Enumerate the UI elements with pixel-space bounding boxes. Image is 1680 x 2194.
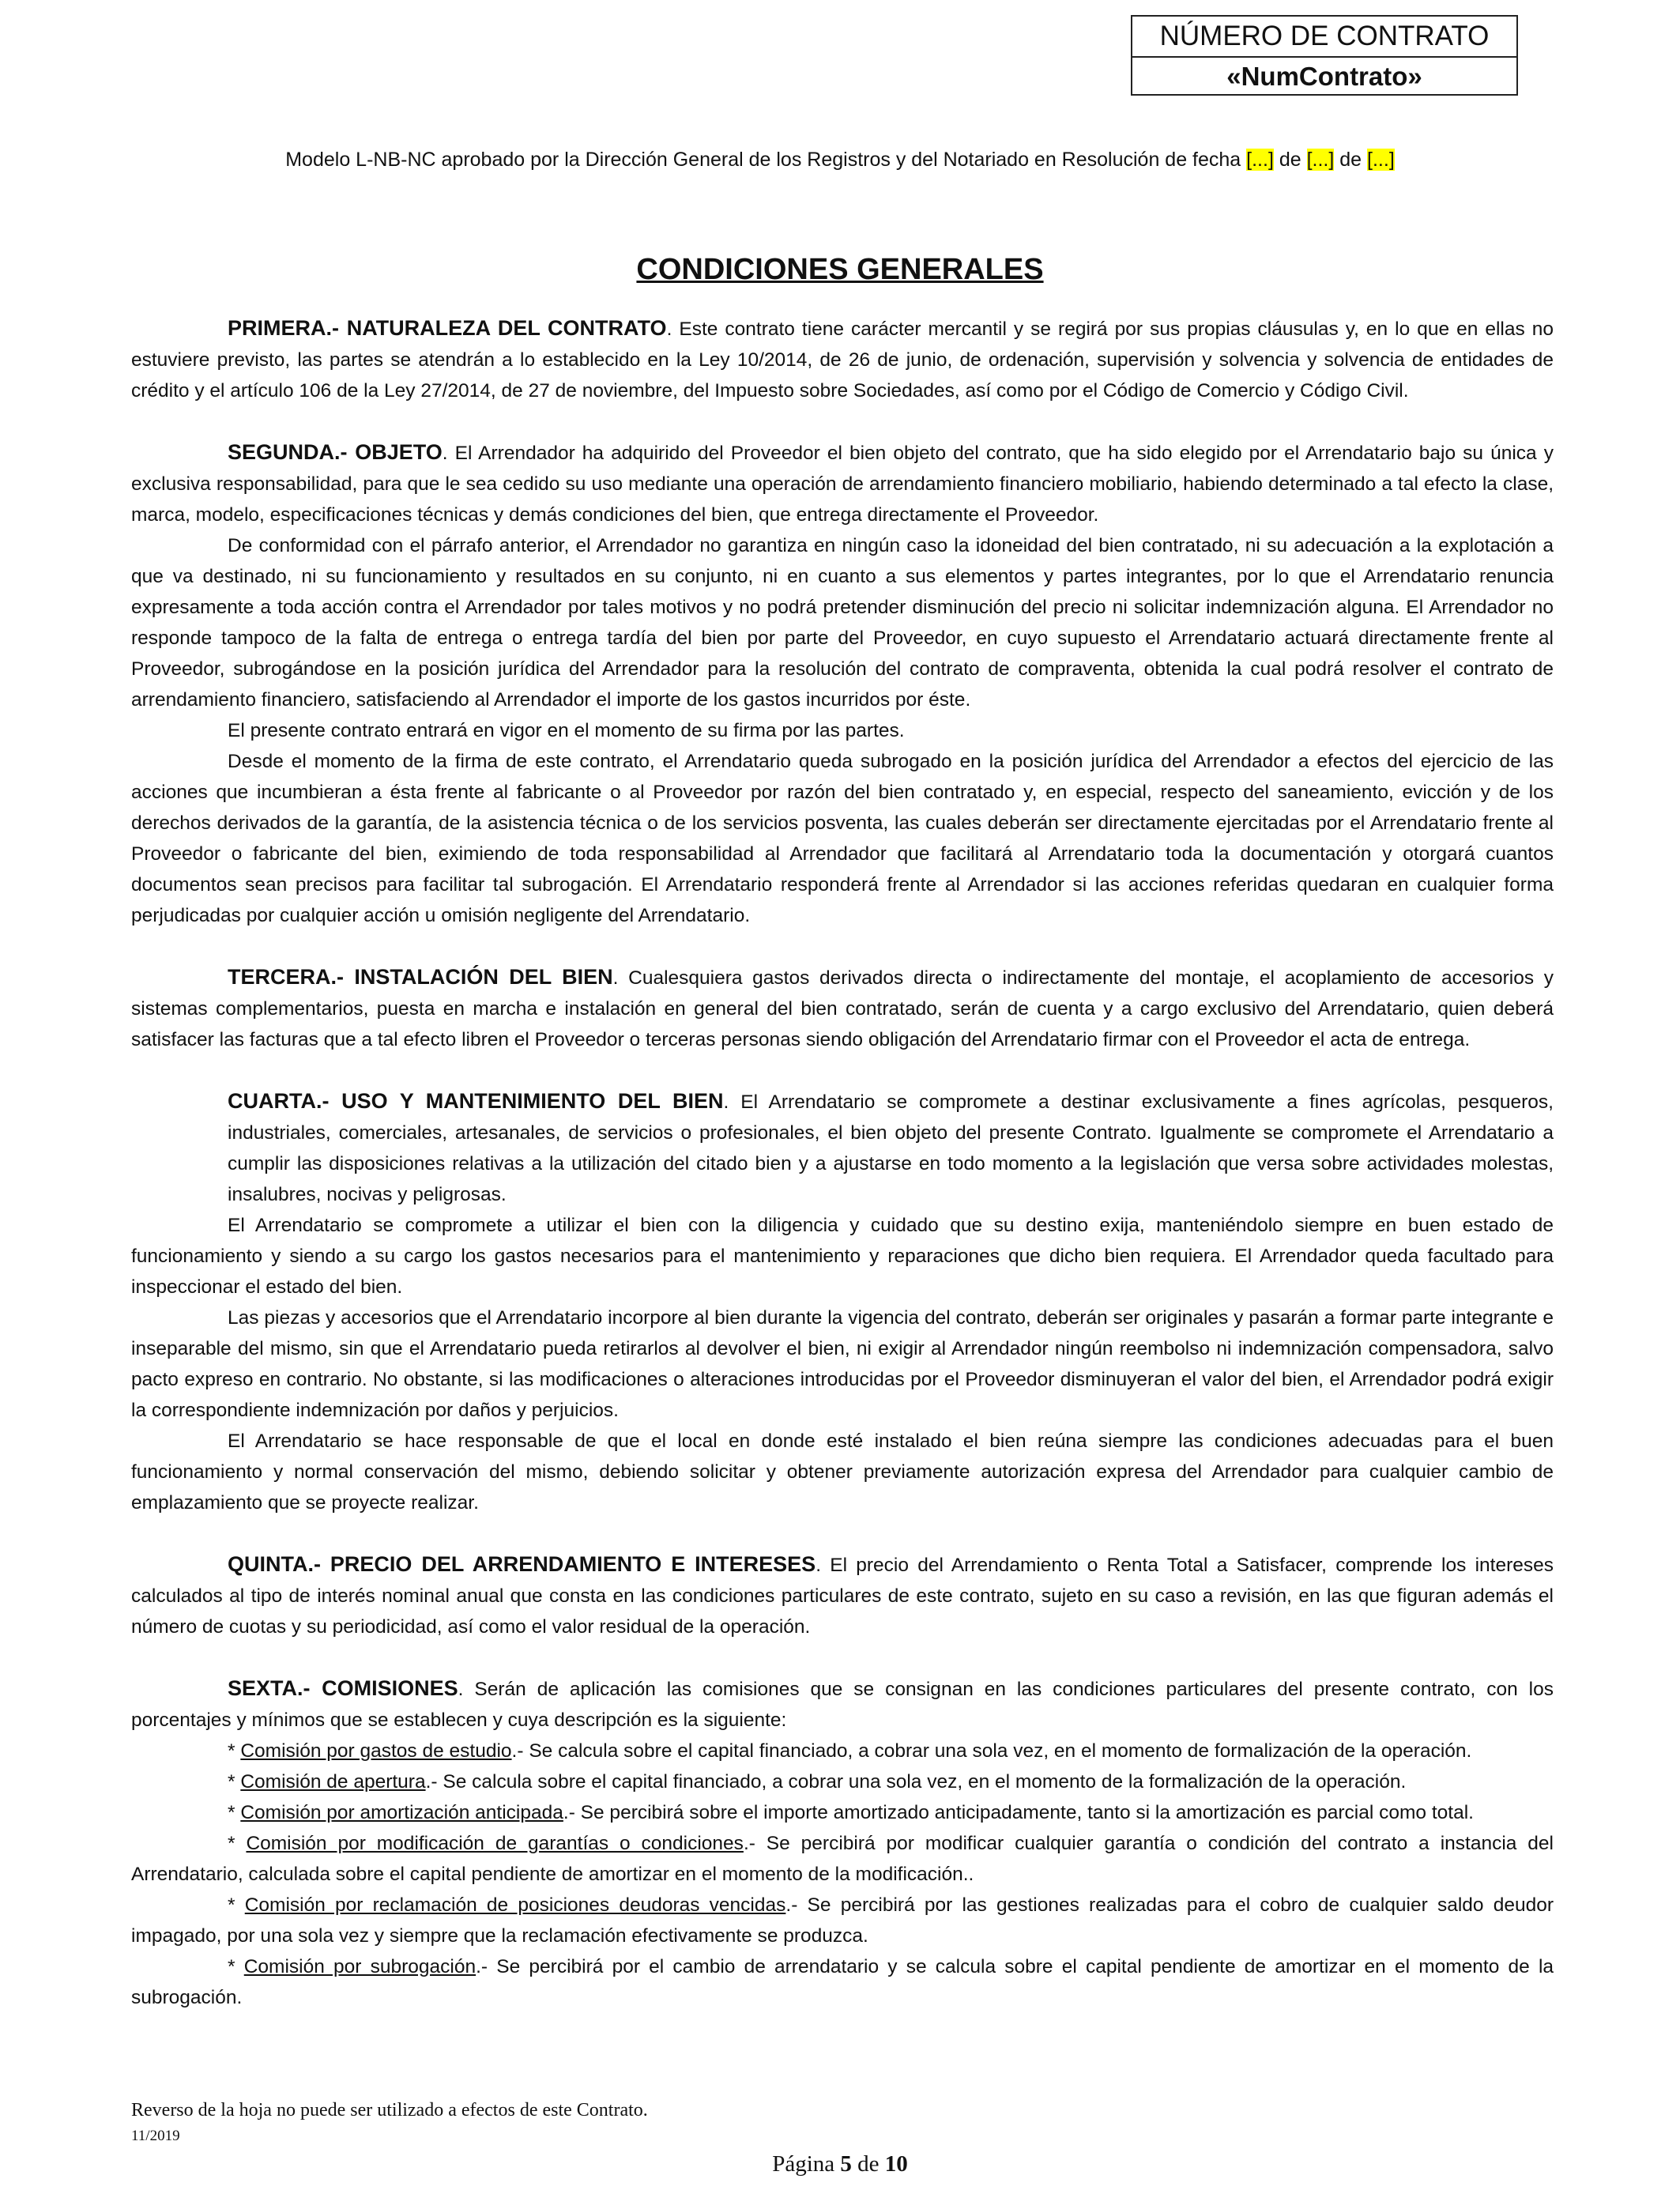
date-connector: de xyxy=(1334,149,1368,171)
clause-text: . Serán de aplicación las comisiones que se consignan en las condiciones particulares del presente contrato, con los porcentajes y mínimos que se establecen y cuya descripción es la siguiente: xyxy=(131,1679,1554,1731)
commission-name: Comisión por gastos de estudio xyxy=(240,1740,512,1762)
clause-heading: PRIMERA.- NATURALEZA DEL CONTRATO xyxy=(228,316,667,340)
commission-item: * Comisión por amortización anticipada.- Se percibirá sobre el importe amortizado anticipadamente, tanto si la amortización es parcial como total. xyxy=(228,1802,1474,1823)
date-placeholder-year: [...] xyxy=(1367,149,1395,171)
clause-heading: SEXTA.- COMISIONES xyxy=(228,1676,458,1700)
clause-heading: .- OBJETO xyxy=(334,440,443,464)
clause-text: . Este contrato tiene carácter mercantil y se regirá por sus propias cláusulas y, en lo que en ellas no estuviere previsto, las partes se atendrán a lo establecido en la Ley 10/2014, de 26 de junio, de ordenación, supervisión y solvencia y solvencia de entidades de crédito y el artículo 106 de la Ley 27/2014, de 27 de noviembre, del Impuesto sobre Sociedades, así como por el Código de Comercio y Código Civil. xyxy=(131,319,1554,401)
clause-paragraph: Desde el momento de la firma de este contrato, el Arrendatario queda subrogado en la posición jurídica del Arrendador a efectos del ejercicio de las acciones que incumbieran a ésta frente al fabricante o al Proveedor por razón del bien contratado y, en especial, respecto del saneamiento, evicción y de los derechos derivados de la garantía, de la asistencia técnica o de los servicios posventa, las cuales deberán ser directamente ejercitadas por el Arrendatario frente al Proveedor o fabricante del bien, eximiendo de toda responsabilidad al Arrendador que facilitará al Arrendatario toda la documentación y otorgará cuantos documentos sean precisos para facilitar tal subrogación. El Arrendatario responderá frente al Arrendador si las acciones referidas quedaran en cualquier forma perjudicadas por cualquier acción u omisión negligente del Arrendatario. xyxy=(131,751,1554,926)
commission-name: Comisión por reclamación de posiciones deudoras vencidas xyxy=(244,1894,786,1916)
page-total: 10 xyxy=(884,2151,908,2177)
clause-quinta xyxy=(131,1549,1554,1642)
page-of: de xyxy=(851,2151,885,2177)
clause-paragraph: El presente contrato entrará en vigor en el momento de su firma por las partes. xyxy=(228,720,905,741)
general-conditions-body xyxy=(131,313,1554,2013)
commission-name: Comisión por subrogación xyxy=(243,1956,477,1977)
clause-heading: TERCERA.- INSTALACIÓN DEL BIEN xyxy=(228,965,613,989)
commission-desc: .- Se percibirá por modificar cualquier garantía o condición del contrato a instancia del Arrendatario, calculada sobre el capital pendiente de amortizar en el momento de la modificación.. xyxy=(131,1833,1554,1885)
commission-item: * Comisión por gastos de estudio.- Se calcula sobre el capital financiado, a cobrar una sola vez, en el momento de formalización de la operación. xyxy=(228,1740,1472,1762)
clause-text: . Cualesquiera gastos derivados directa o indirectamente del montaje, el acoplamiento de accesorios y sistemas complementarios, puesta en marcha e instalación en general del bien contratado, serán de cuenta y a cargo exclusivo del Arrendatario, quien deberá satisfacer las facturas que a tal efecto libren el Proveedor o terceras personas siendo obligación del Arrendatario firmar con el Proveedor el acta de entrega. xyxy=(131,967,1554,1050)
commission-desc: .- Se percibirá sobre el importe amortizado anticipadamente, tanto si la amortización es parcial como total. xyxy=(563,1802,1474,1823)
clause-heading: QUINTA.- PRECIO DEL ARRENDAMIENTO E INTERESES xyxy=(228,1552,816,1576)
clause-primera xyxy=(131,313,1554,406)
commission-desc: .- Se percibirá por las gestiones realizadas para el cobro de cualquier saldo deudor impagado, por una sola vez y siempre que la reclamación efectivamente se produzca. xyxy=(131,1894,1554,1947)
page-label: Página xyxy=(772,2151,841,2177)
footer-note: Reverso de la hoja no puede ser utilizado a efectos de este Contrato. xyxy=(131,2100,648,2120)
clause-text: . El Arrendatario se compromete a destinar exclusivamente a fines agrícolas, pesqueros, industriales, comerciales, artesanales, de servicios o profesionales, el bien objeto del presente Contrato. Igualmente se compromete el Arrendatario a cumplir las disposiciones relativas a la utilización del citado bien y a ajustarse en todo momento a la legislación que versa sobre actividades molestas, insalubres, nocivas y peligrosas. xyxy=(228,1091,1554,1205)
date-placeholder-day: [...] xyxy=(1246,149,1274,171)
commission-name: Comisión por modificación de garantías o condiciones xyxy=(246,1833,744,1854)
page-number xyxy=(0,2151,1680,2177)
commission-item: * Comisión por modificación de garantías o condiciones.- Se percibirá por modificar cualquier garantía o condición del contrato a instancia del Arrendatario, calculada sobre el capital pendiente de amortizar en el momento de la modificación.. xyxy=(131,1833,1554,1885)
page-current: 5 xyxy=(840,2151,852,2177)
commission-name: Comisión por amortización anticipada xyxy=(240,1802,563,1823)
clause-paragraph: Las piezas y accesorios que el Arrendatario incorpore al bien durante la vigencia del contrato, deberán ser originales y pasarán a formar parte integrante e inseparable del mismo, sin que el Arrendatario pueda retirarlos al devolver el bien, ni exigir al Arrendador ningún reembolso ni indemnización compensadora, salvo pacto expreso en contrario. No obstante, si las modificaciones o alteraciones introducidas por el Proveedor disminuyeran el valor del bien, el Arrendador podrá exigir la correspondiente indemnización por daños y perjuicios. xyxy=(131,1307,1554,1421)
contract-number-label: NÚMERO DE CONTRATO xyxy=(1132,17,1516,58)
clause-paragraph: El Arrendatario se hace responsable de que el local en donde esté instalado el bien reúna siempre las condiciones adecuadas para el buen funcionamiento y normal conservación del mismo, debiendo solicitar y obtener previamente autorización expresa del Arrendador para cualquier cambio de emplazamiento que se proyecte realizar. xyxy=(131,1431,1554,1514)
commission-name: Comisión de apertura xyxy=(240,1771,426,1793)
page-title: CONDICIONES GENERALES xyxy=(636,253,1044,286)
clause-text: . El Arrendador ha adquirido del Proveedor el bien objeto del contrato, que ha sido elegido por el Arrendatario bajo su única y exclusiva responsabilidad, para que le sea cedido su uso mediante una operación de arrendamiento financiero mobiliario, habiendo determinado a tal efecto la clase, marca, modelo, especificaciones técnicas y demás condiciones del bien, que entrega directamente el Proveedor. xyxy=(131,443,1554,526)
date-placeholder-month: [...] xyxy=(1306,149,1335,171)
clause-paragraph: De conformidad con el párrafo anterior, el Arrendador no garantiza en ningún caso la idoneidad del bien contratado, ni su adecuación a la explotación a que va destinado, ni su funcionamiento y resultados en su conjunto, ni en cuanto a sus elementos y partes integrantes, por lo que el Arrendatario renuncia expresamente a toda acción contra el Arrendador por tales motivos y no podrá pretender disminución del precio ni solicitar indemnización alguna. El Arrendador no responde tampoco de la falta de entrega o entrega tardía del bien por parte del Proveedor, en cuyo supuesto el Arrendatario actuará directamente frente al Proveedor, subrogándose en la posición jurídica del Arrendador para la resolución del contrato de compraventa, obtenida la cual podrá resolver el contrato de arrendamiento financiero, satisfaciendo al Arrendador el importe de los gastos incurridos por éste. xyxy=(131,535,1554,711)
commission-desc: .- Se calcula sobre el capital financiado, a cobrar una sola vez, en el momento de formalización de la operación. xyxy=(511,1740,1472,1762)
commission-item: * Comisión por subrogación.- Se percibirá por el cambio de arrendatario y se calcula sobre el capital pendiente de amortizar en el momento de la subrogación. xyxy=(131,1956,1554,2008)
clause-segunda xyxy=(131,437,1554,530)
footer-date: 11/2019 xyxy=(131,2128,180,2144)
commission-desc: .- Se percibirá por el cambio de arrendatario y se calcula sobre el capital pendiente de amortizar en el momento de la subrogación. xyxy=(131,1956,1554,2008)
contract-number-value: «NumContrato» xyxy=(1226,62,1422,91)
contract-number-box xyxy=(1131,15,1518,96)
clause-text: . El precio del Arrendamiento o Renta Total a Satisfacer, comprende los intereses calculados al tipo de interés nominal anual que consta en las condiciones particulares de este contrato, sujeto en su caso a revisión, en las que figuran además el número de cuotas y su periodicidad, así como el valor residual de la operación. xyxy=(131,1555,1554,1638)
commission-item: * Comisión por reclamación de posiciones deudoras vencidas.- Se percibirá por las gestiones realizadas para el cobro de cualquier saldo deudor impagado, por una sola vez y siempre que la reclamación efectivamente se produzca. xyxy=(131,1894,1554,1947)
clause-cuarta xyxy=(131,1086,1554,1210)
commission-desc: .- Se calcula sobre el capital financiado, a cobrar una sola vez, en el momento de la formalización de la operación. xyxy=(425,1771,1407,1793)
model-approval-text: Modelo L-NB-NC aprobado por la Dirección General de los Registros y del Notariado en Resolución de fecha xyxy=(285,149,1247,171)
date-connector: de xyxy=(1273,149,1307,171)
clause-paragraph: El Arrendatario se compromete a utilizar el bien con la diligencia y cuidado que su destino exija, manteniéndolo siempre en buen estado de funcionamiento y siendo a su cargo los gastos necesarios para el mantenimiento y reparaciones que dicho bien requiera. El Arrendador queda facultado para inspeccionar el estado del bien. xyxy=(131,1215,1554,1298)
clause-tercera xyxy=(131,962,1554,1055)
commission-item: * Comisión de apertura.- Se calcula sobre el capital financiado, a cobrar una sola vez, en el momento de la formalización de la operación. xyxy=(228,1771,1407,1793)
model-approval-line xyxy=(0,149,1680,172)
clause-sexta xyxy=(131,1673,1554,1736)
clause-heading: SEGUNDA xyxy=(228,440,335,464)
clause-heading: CUARTA.- USO Y MANTENIMIENTO DEL BIEN xyxy=(228,1089,724,1113)
